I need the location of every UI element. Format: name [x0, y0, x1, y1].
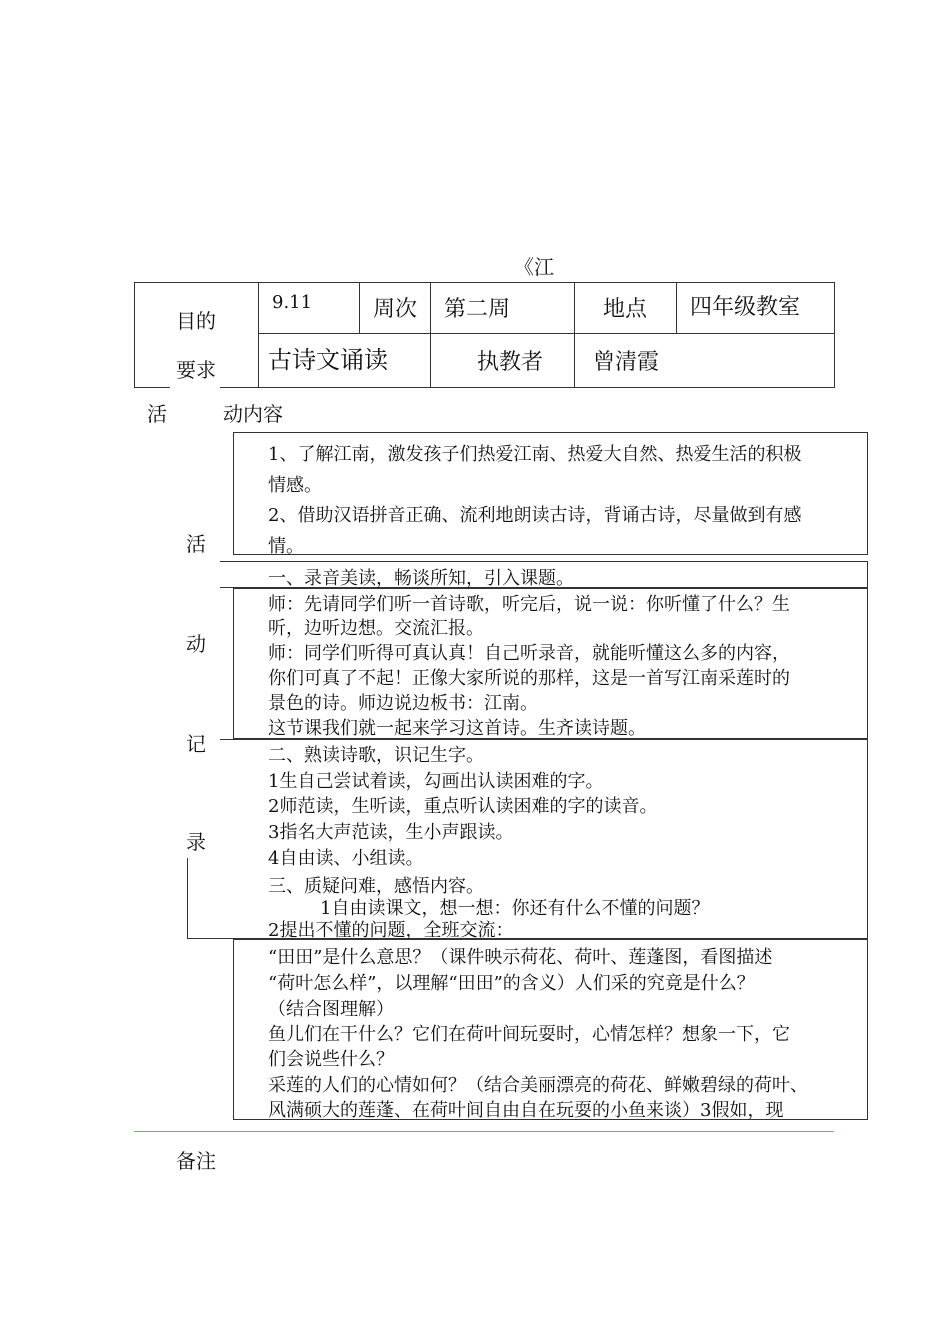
section3-line: “田田”是什么意思？（课件映示荷花、荷叶、莲蓬图，看图描述	[268, 947, 773, 968]
purpose-label-2: 要求	[176, 358, 216, 382]
section2-line: 2提出不懂的问题，全班交流：	[268, 920, 514, 941]
date-value: 9.11	[272, 292, 313, 313]
section2-line: 二、熟读诗歌，识记生字。	[268, 745, 484, 766]
teacher-value: 曾清霞	[593, 350, 660, 375]
record-label-char: 录	[186, 830, 206, 854]
section1-heading: 一、录音美读，畅谈所知，引入课题。	[268, 568, 574, 589]
goal-line: 1、了解江南，激发孩子们热爱江南、热爱大自然、热爱生活的积极	[268, 444, 802, 465]
week-label: 周次	[373, 297, 418, 322]
section3-line: 鱼儿们在干什么？它们在荷叶间玩耍时，心情怎样？想象一下，它	[268, 1024, 790, 1045]
goal-line: 情感。	[268, 475, 322, 496]
place-label: 地点	[603, 297, 648, 322]
record-label-char: 记	[186, 732, 206, 756]
record-label-char: 动	[186, 632, 206, 656]
section2-line: 2师范读，生听读，重点听认读困难的字的读音。	[268, 796, 658, 817]
section2-line: 1生自己尝试着读，勾画出认读困难的字。	[268, 771, 604, 792]
section3-line: （结合图理解）	[268, 999, 394, 1020]
section2-line: 1自由读课文，想一想：你还有什么不懂的问题？	[320, 898, 710, 919]
document-title-fragment: 《江	[514, 255, 554, 279]
goal-line: 情。	[268, 536, 304, 557]
place-value: 四年级教室	[690, 295, 801, 320]
header-row-divider	[258, 333, 835, 334]
notes-label: 备注	[176, 1149, 216, 1173]
section2-line: 4自由读、小组读。	[268, 848, 424, 869]
purpose-label-1: 目的	[176, 309, 216, 333]
week-value: 第二周	[444, 297, 511, 322]
section3-line: 们会说些什么？	[268, 1049, 394, 1070]
record-label-char: 活	[186, 532, 206, 556]
section1-line: 这节课我们就一起来学习这首诗。生齐读诗题。	[268, 718, 646, 739]
section1-line: 景色的诗。师边说边板书：江南。	[268, 693, 538, 714]
section3-line: 采莲的人们的心情如何？（结合美丽漂亮的荷花、鲜嫩碧绿的荷叶、	[268, 1075, 808, 1096]
section2-line: 3指名大声范读，生小声跟读。	[268, 822, 514, 843]
content-label-left: 活	[147, 402, 167, 426]
goal-line: 2、借助汉语拼音正确、流利地朗读古诗，背诵古诗，尽量做到有感	[268, 505, 802, 526]
section3-line: 风满硕大的莲蓬、在荷叶间自由自在玩耍的小鱼来谈）3假如，现	[268, 1100, 784, 1121]
section1-line: 你们可真了不起！正像大家所说的那样，这是一首写江南采莲时的	[268, 668, 790, 689]
content-label-right: 动内容	[223, 402, 283, 426]
section2-line: 三、质疑问难，感悟内容。	[268, 876, 484, 897]
section1-line: 师：先请同学们听一首诗歌，听完后，说一说：你听懂了什么？生	[268, 594, 790, 615]
teacher-label: 执教者	[477, 350, 544, 375]
section1-line: 师：同学们听得可真认真！自己听录音，就能听懂这么多的内容，	[268, 643, 790, 664]
section3-line: “荷叶怎么样”，以理解“田田”的含义）人们采的究竟是什么？	[268, 973, 755, 994]
notes-divider	[134, 1131, 834, 1132]
section1-line: 听，边听边想。交流汇报。	[268, 618, 484, 639]
subject-value: 古诗文诵读	[268, 346, 388, 374]
